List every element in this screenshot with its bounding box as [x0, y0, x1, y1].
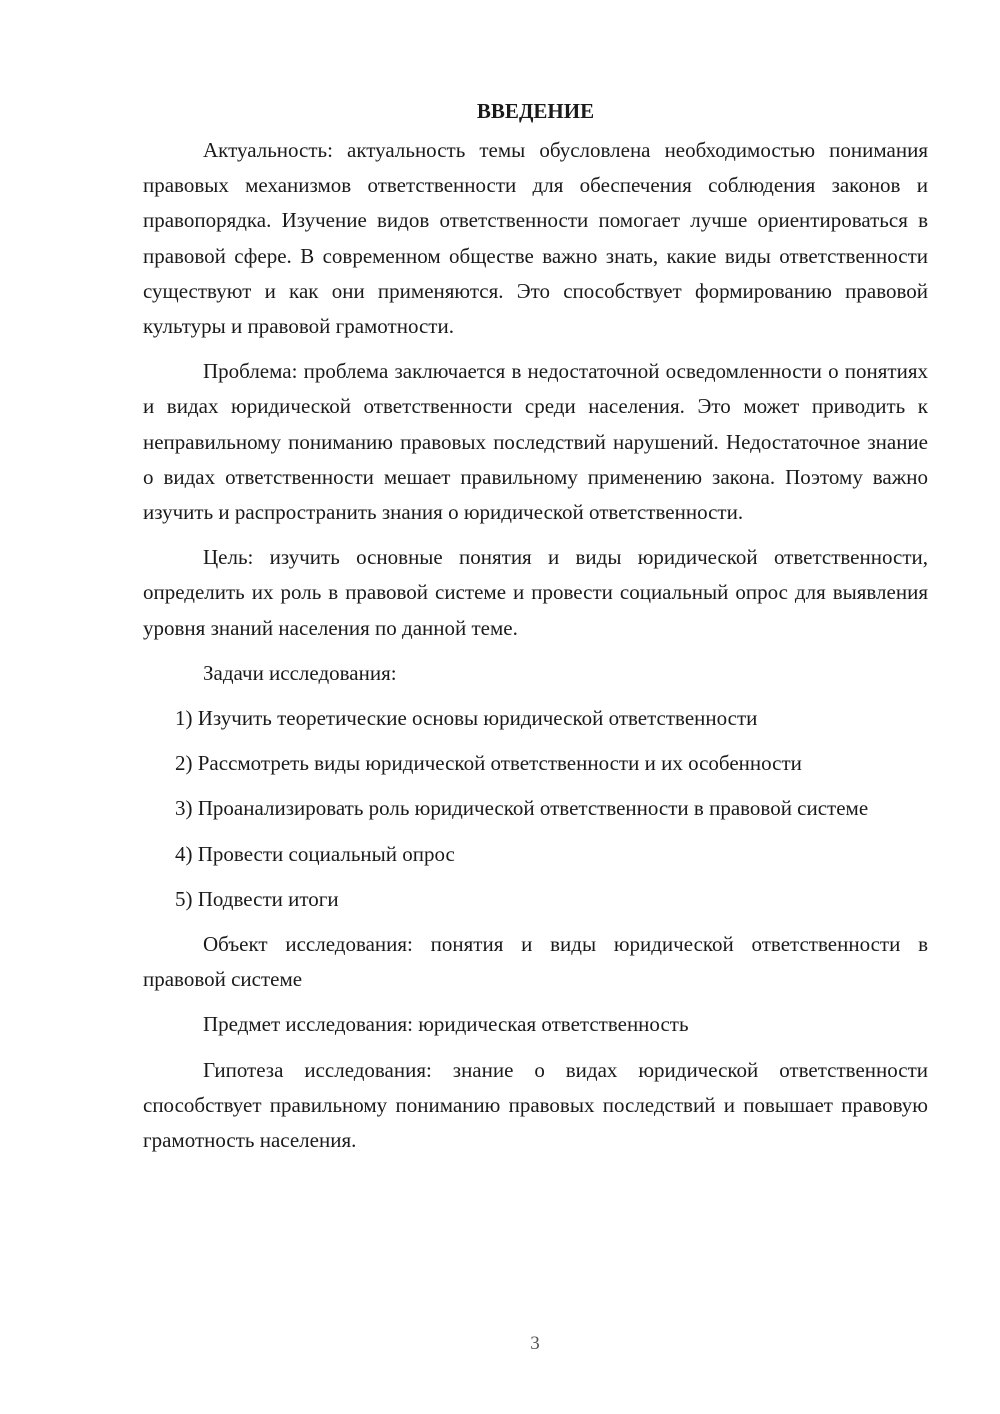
hypothesis-paragraph: Гипотеза исследования: знание о видах юридической ответственности способствует правильному пониманию правовых последствий и повышает правовую грамотность населения. — [143, 1057, 928, 1153]
task-item-1: 1) Изучить теоретические основы юридической ответственности — [175, 706, 758, 731]
task-item-2: 2) Рассмотреть виды юридической ответственности и их особенности — [175, 751, 802, 776]
task-item-3: 3) Проанализировать роль юридической ответственности в правовой системе — [175, 796, 869, 821]
goal-paragraph: Цель: изучить основные понятия и виды юридической ответственности, определить их роль в правовой системе и провести социальный опрос для выявления уровня знаний населения по данной теме. — [143, 545, 928, 640]
page-number: 3 — [530, 1333, 540, 1354]
problem-paragraph: Проблема: проблема заключается в недостаточной осведомленности о понятиях и видах юридической ответственности среди населения. Это может приводить к неправильному пониманию правовых последствий нарушений. Недостаточное знание о видах ответственности мешает правильному применению закона. Поэтому важно изучить и распространить знания о юридической ответственности. — [143, 359, 928, 525]
object-paragraph: Объект исследования: понятия и виды юридической ответственности в правовой системе — [143, 932, 928, 992]
task-item-5: 5) Подвести итоги — [175, 886, 339, 911]
subject-paragraph: Предмет исследования: юридическая ответственность — [203, 1012, 689, 1037]
relevance-paragraph: Актуальность: актуальность темы обусловлена необходимостью понимания правовых механизмов ответственности для обеспечения соблюдения законов и правопорядка. Изучение видов ответственности помогает лучше ориентироваться в правовой сфере. В современном обществе важно знать, какие виды ответственности существуют и как они применяются. Это способствует формированию правовой культуры и правовой грамотности. — [143, 138, 928, 339]
page-content — [143, 96, 928, 1168]
tasks-heading: Задачи исследования: — [203, 660, 397, 685]
task-item-4: 4) Провести социальный опрос — [175, 841, 455, 866]
section-title: ВВЕДЕНИЕ — [476, 99, 595, 123]
